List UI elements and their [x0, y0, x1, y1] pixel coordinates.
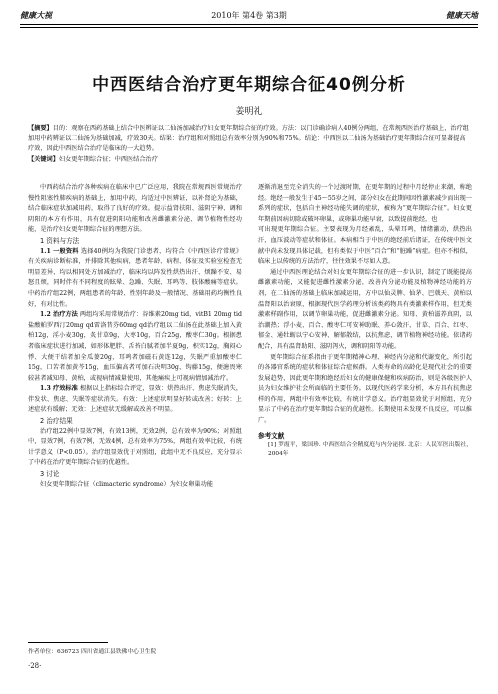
reference-item: [1] 罗霞平，梁国珍. 中西医结合全精度庭与内分泌探. 北京：人民军医出版社，2004年: [268, 442, 472, 458]
abstract-label: 【摘要】: [28, 125, 53, 132]
header-left: 健康大视: [20, 10, 52, 20]
keywords-label: 【关键词】: [28, 155, 59, 163]
header-rule: [20, 24, 478, 25]
right-column: [258, 183, 472, 459]
discussion-paragraph-d: 更年期综合征系指由于更年期精神心理、神经内分泌和代谢变化，所引起的各器官系统的症状和体征综合症候群。人类寿命的高龄化是现代社会的重要发展趋势，因此更年期和绝经后妇女的健康保健和疾病防治，则是各级医护人员为妇女维护社会所面临的主要任务。以现代医药学来分析，本方具有抗焦虑样的作用，两组中有效率比较，有统计学意义。治疗组显效优于对照组，充分显示了中药在治疗更年期综合征的优越性。长期使用未发现不良反应，可以推广。: [258, 353, 472, 425]
paragraph-1-1: [28, 247, 242, 311]
intro-paragraph: 中西药结合治疗各种疾病在临床中已广泛应用，我院在常规西医常规治疗慢性阻塞性肺疾病的基础上，加用中药，均适过中医辨证，以补肾论为基础，结合临床症状加减用药，取得了良好的疗效。提示益肾扶阳、滋阴宁神、调和阴阳的本方有作用，具有促进阴阳功能和改善雌激素分泌、调节植物性经功能，是治疗妇女更年期综合征的理想方法。: [28, 184, 242, 234]
discussion-continued: 逐渐消退至完全消失的一个过渡时期，在更年期的过程中月经停止来潮，称绝经。绝经一般发生于45～55岁之间，部分妇女在此期间因性激素减少而出现一系列的症状，包括自主神经功能失调的症状，被称为“更年期综合征”。妇女更年期前因病切除或破坏卵巢，或卵巢功能早衰，以致提前绝经，也: [258, 184, 472, 223]
footnote-rule: [28, 642, 108, 643]
label-1-1: 1.1 一般资料: [40, 247, 79, 255]
header-issue: 2010年 第4卷 第3期: [211, 11, 287, 20]
text-1-3: 根据以上指标综合评定，显效：烘热出汗、焦虑失眠消失，伴发状、焦虑、失眠等症状消失。有效：上述症状明显好转或改善；好转：上述症状有缓解；无效：上述症状无缓解或改善不明显。: [28, 385, 243, 414]
label-1-3: 1.3 疗效标准: [40, 385, 78, 393]
author-affiliation: 作者单位：636723 四川省通江县铁佛中心卫生院: [28, 649, 157, 655]
header-right: 健康天地: [446, 10, 478, 20]
header-rule-thin: [20, 27, 478, 28]
discussion-paragraph-c: 通过中西医理论结合对妇女更年期综合征的进一步认识，制定了既能提高雌激素功能，又能促进雌性激素分泌，改善内分泌功能及植物神经功能的方剂，在二仙汤的基础上临床加减运用，方中以仙灵脾、仙茅、巴戟天、黄柏以温肾阳以治衰原，根据现代医学药理分析该类药物具有类激素样作用，但无类激素样副作用，以调节卵巢功能，促进雌激素分泌。知母、黄柏滋养真阴，以治潮热；浮小麦、百合、酸枣仁可安神助眠、养心敛汗，甘草、百合、红枣、郁金、通牡蛎以宁心安神、解郁散结，以抗焦虑，调节植物神经功能。依诸药配合，具有温肾助阳、滋阴泻火，调和阴阳等功能。: [258, 268, 472, 350]
results-paragraph: 治疗组22例中显效7例，有效13例，无效2例，总有效率为90%；对照组中，显效7例，有效7例，无效4例，总有效率为75%，两组有效率比较，有统计学意义（P<0.05）。治疗组显效优于对照组，此组中无不良反应，充分显示了中药在治疗更年期综合征的优越性。: [28, 427, 242, 467]
page-number: ·28·: [28, 662, 42, 670]
abstract-text: 目的：观察在西药基础上结合中医辨证以二仙汤加减治疗妇女更年期综合征的疗效。方法：以门诊确诊病人40例分两组，在常规西医治疗基础上，治疗组加用中药辨证以二仙汤为基础加减，疗效30天。结果：治疗组和对照组总有效率分别为90%和75%。结论：中西医以二仙汤为基础治疗更年期综合征可显著提高疗效，因此中西医结合治疗是临床的一大趋势。: [28, 125, 469, 153]
article-author: 姜明礼: [235, 107, 263, 117]
abstract-block: [28, 124, 470, 165]
label-1-2: 1.2 治疗方法: [40, 311, 78, 319]
running-header: [20, 6, 478, 26]
paragraph-1-2: [28, 310, 242, 384]
left-column: [28, 183, 242, 490]
section-heading-1: 1 资料与方法: [40, 236, 80, 245]
text-1-2: 两组均采用常规治疗：谷维素20mg tid，vitB1 20mg tid盐酸帕罗西汀20mg qd雷洛昔芬60mg qd治疗组以二仙汤在此基础上加入黄柏12g，淫小麦30g，炙甘草9g，大枣10g，百合25g，酸枣仁30g。根据患者临床症状进行加减，如形体肥胖、舌苔白腻者加半夏9g，枳实12g，胸闷心悸、大便干结者加全瓜蒌20g，耳鸣者加磁石黄连12g，失眠严重加酸枣仁15g，口苦者加黄芩15g，血压偏高者可加石决明30g，钩藤15g，便溏畏寒较甚者减知母、黄柏，或视病情减量使用，其他痛疾上可视病情加减治疗。: [28, 311, 242, 382]
discussion-paragraph-b: 可出现更年期综合征。主要表现为月经紊乱，头晕耳鸣，情绪激动，烘热出汗，血压波动等症状和体征。本病相当于中医的绝经前后诸证，在传统中医文献中尚未发现具体记载，但有类似于中医“百合”和“脏躁”病症。但亦不相似，临床上以传统的方法治疗，往往效果不尽如人意。: [258, 226, 472, 266]
keywords-text: 妇女更年期综合征；中西医结合治疗: [58, 155, 158, 163]
paragraph-1-3: [28, 384, 242, 416]
references-heading: 参考文献: [258, 431, 285, 440]
text-1-1: 选择40例均为我院门诊患者，均符合《中西医诊疗常规》有关疾病诊断标准，并排除其他疾病，患者年龄、病程、体征及实验室检查无明显差异，均以相同处方加减治疗，临床均以阵发性烘热出汗、烦躁不安、易怒且烦，同时伴有不同程度的眩晕、急躁、失眠、耳鸣等、肢体酸痛等症状。中药治疗组22例，两组患者的年龄、性别年龄及一般情况、基础用药均衡性良好，有对比性。: [28, 247, 243, 308]
discussion-paragraph: 妇女更年期综合征（climacteric syndrome）为妇女卵巢功能: [40, 480, 213, 488]
section-heading-3: 3 讨论: [40, 470, 60, 479]
article-title: 中西医结合治疗更年期综合征40例分析: [92, 75, 406, 95]
section-heading-2: 2 治疗结果: [40, 417, 73, 426]
